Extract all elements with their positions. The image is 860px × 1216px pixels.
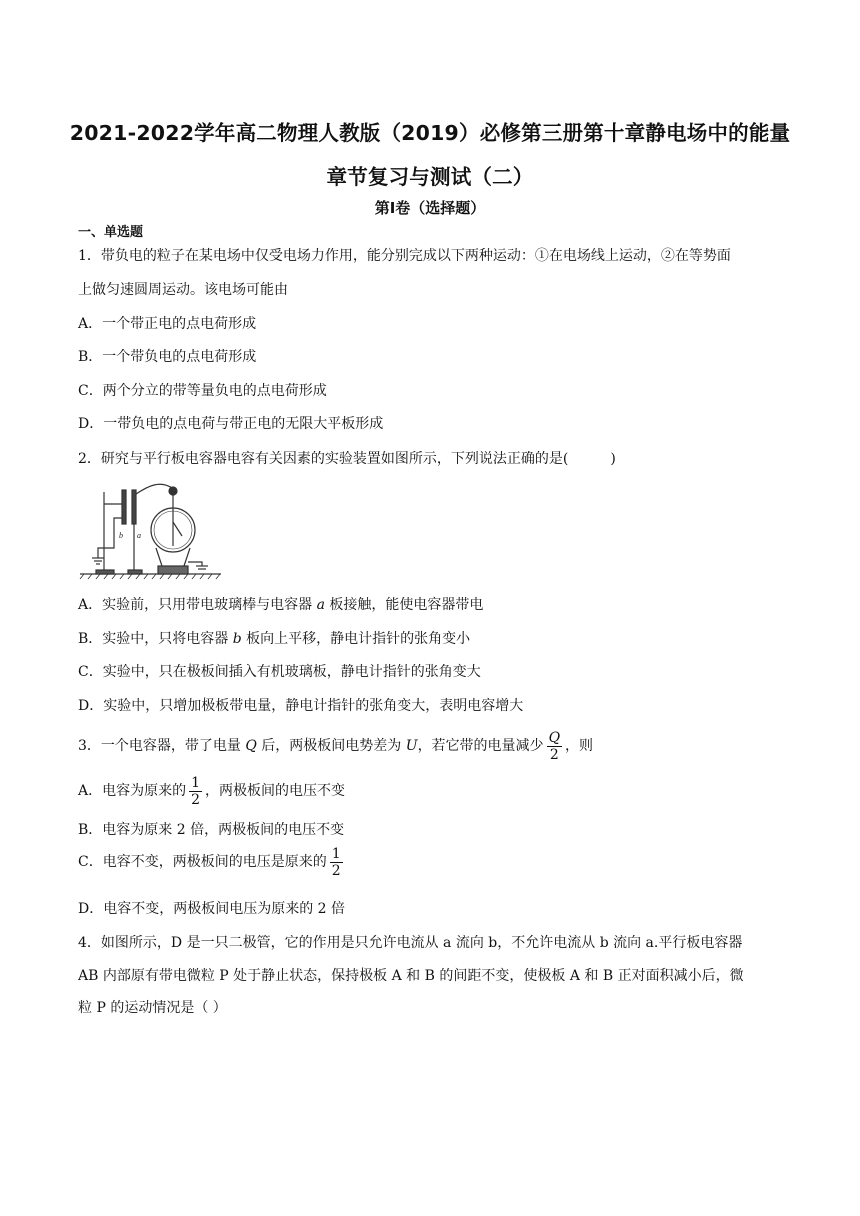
q3-stem — [78, 728, 593, 764]
q3-option-a-fraction — [189, 775, 202, 808]
q3-var-q: Q — [245, 738, 257, 754]
q2-option-b — [78, 629, 470, 649]
figure-label-a: a — [137, 531, 141, 540]
q2-option-d: D．实验中，只增加极板带电量，静电计指针的张角变大，表明电容增大 — [78, 698, 524, 714]
q3-stem-text4: ，则 — [565, 738, 594, 754]
q3-option-a-text2: ，两极板间的电压不变 — [205, 783, 346, 799]
q1-option-c: C．两个分立的带等量负电的点电荷形成 — [78, 383, 327, 399]
q3-option-b: B．电容为原来 2 倍，两极板间的电压不变 — [78, 822, 345, 838]
q3-option-c-numerator: 1 — [331, 845, 341, 862]
q3-option-c-fraction — [330, 846, 343, 879]
q2-option-a-var: a — [316, 597, 325, 613]
volume-heading: 第Ⅰ卷（选择题） — [374, 199, 486, 217]
q1-option-b: B．一个带负电的点电荷形成 — [78, 349, 257, 365]
q3-option-c-text1: C．电容不变，两极板间的电压是原来的 — [78, 854, 327, 870]
q3-stem-text2: 后，两极板间电势差为 — [256, 738, 406, 754]
q2-option-a — [78, 595, 483, 615]
q3-var-u: U — [405, 738, 418, 754]
q3-stem-text1: 3．一个电容器，带了电量 — [78, 738, 246, 754]
q4-stem-line2: AB 内部原有带电微粒 P 处于静止状态，保持极板 A 和 B 的间距不变，使极板 A 和 B 正对面积减小后，微 — [78, 968, 744, 984]
q3-fraction-denominator: 2 — [549, 746, 559, 763]
figure-label-b: b — [119, 531, 123, 540]
q3-stem-text3: ，若它带的电量减少 — [417, 738, 544, 754]
q1-stem-line2: 上做匀速圆周运动。该电场可能由 — [78, 282, 288, 298]
q3-option-c-denominator: 2 — [331, 862, 341, 879]
q1-option-a: A．一个带正电的点电荷形成 — [78, 316, 257, 332]
q2-option-c: C．实验中，只在极板间插入有机玻璃板，静电计指针的张角变大 — [78, 664, 481, 680]
q2-option-a-text1: A．实验前，只用带电玻璃棒与电容器 — [78, 597, 317, 613]
q4-stem-line1: 4．如图所示，D 是一只二极管，它的作用是只允许电流从 a 流向 b，不允许电流从 b 流向 a.平行板电容器 — [78, 935, 743, 951]
q1-stem-line1: 1．带负电的粒子在某电场中仅受电场力作用，能分别完成以下两种运动：①在电场线上运动，②在等势面 — [78, 248, 731, 264]
q3-option-a-text1: A．电容为原来的 — [78, 783, 187, 799]
q3-fraction-numerator: Q — [548, 729, 561, 746]
q3-option-a — [78, 773, 345, 809]
capacitor-electrometer-figure — [78, 478, 223, 582]
q3-fraction — [547, 730, 562, 763]
q2-stem: 2．研究与平行板电容器电容有关因素的实验装置如图所示，下列说法正确的是( ) — [78, 451, 616, 467]
section-heading: 一、单选题 — [78, 225, 144, 240]
q3-option-c — [78, 844, 346, 880]
q3-option-a-numerator: 1 — [191, 774, 201, 791]
q2-option-b-var: b — [232, 631, 242, 647]
q1-option-d: D．一带负电的点电荷与带正电的无限大平板形成 — [78, 416, 384, 432]
q3-option-d: D．电容不变，两极板间电压为原来的 2 倍 — [78, 901, 346, 917]
q2-option-b-text2: 板向上平移，静电计指针的张角变小 — [241, 631, 471, 647]
q2-option-a-text2: 板接触，能使电容器带电 — [324, 597, 484, 613]
q3-option-a-denominator: 2 — [191, 791, 201, 808]
document-title-line1: 2021-2022学年高二物理人教版（2019）必修第三册第十章静电场中的能量 — [69, 121, 791, 145]
document-title-line2: 章节复习与测试（二） — [326, 165, 534, 189]
q4-stem-line3: 粒 P 的运动情况是（ ） — [78, 1000, 227, 1016]
q2-option-b-text1: B．实验中，只将电容器 — [78, 631, 233, 647]
